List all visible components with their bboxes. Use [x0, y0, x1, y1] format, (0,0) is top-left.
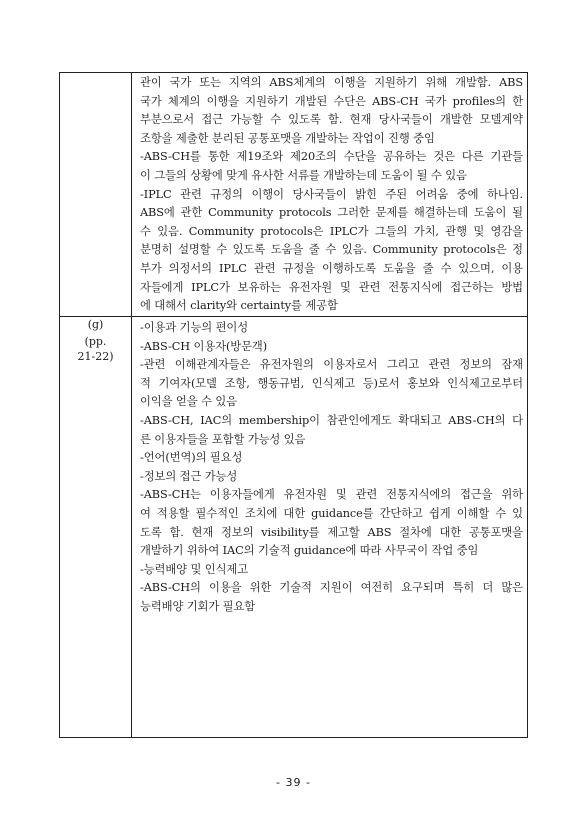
row-body-text	[132, 317, 527, 617]
text-line: 국가 체계의 이행을 지원하기 개발된 수단은 ABS-CH 국가 profiles의 한	[140, 94, 523, 108]
text-line: 부가 의정서의 IPLC 관련 규정을 이행하도록 도움을 줄 수 있으며, 이용	[140, 261, 523, 275]
text-line: 여 적용할 필수적인 조치에 대한 guidance를 간단하고 쉽게 이해할 수 있	[140, 506, 523, 520]
text-line: 개발하기 위하여 IAC의 기술적 guidance에 따라 사무국이 작업 중임	[140, 544, 479, 558]
text-line: 능력배양 기회가 필요함	[140, 599, 256, 613]
text-line: 조항을 제출한 분리된 공통포맷을 개발하는 작업이 진행 중임	[140, 131, 435, 145]
table-row	[60, 317, 528, 738]
text-line: -ABS-CH 이용자(방문객)	[140, 339, 268, 353]
text-line: 수 있음. Community protocols은 IPLC가 그들의 가치, 관행 및 영감을	[140, 224, 523, 238]
text-line: -관련 이해관계자들은 유전자원의 이용자로서 그리고 관련 정보의 잠재	[140, 358, 523, 372]
row-body-text	[132, 73, 527, 316]
text-line: 부분으로서 접근 가능할 수 있도록 함. 현재 당사국들이 개발한 모델계약	[140, 113, 523, 127]
text-line: -ABS-CH는 이용자들에게 유전자원 및 관련 전통지식에의 접근을 위하	[140, 488, 523, 502]
text-line: 분명히 설명할 수 있도록 도움을 줄 수 있음. Community protocols은 정	[140, 243, 523, 257]
page-ref-prefix: (pp.	[84, 335, 107, 348]
text-line: 자들에게 IPLC가 보유하는 유전자원 및 관련 전통지식에 접근하는 방법	[140, 280, 523, 294]
content-table	[59, 72, 528, 738]
page-number: - 39 -	[276, 776, 311, 789]
row-label-cell	[60, 317, 132, 738]
text-line: -이용과 기능의 편이성	[140, 321, 249, 334]
text-line: -ABS-CH, IAC의 membership이 참관인에게도 확대되고 ABS-CH의 다	[140, 413, 523, 427]
text-line: 도록 함. 현재 정보의 visibility를 제고할 ABS 절차에 대한 공통포맷을	[140, 525, 523, 539]
row-body-cell	[132, 317, 528, 738]
text-line: ABS에 관한 Community protocols 그러한 문제를 해결하는데 도움이 될	[140, 206, 523, 220]
text-line: -ABS-CH의 이용을 위한 기술적 지원이 여전히 요구되며 특히 더 많은	[140, 581, 523, 595]
text-line: 에 대해서 clarity와 certainty를 제공함	[140, 299, 338, 313]
row-body-cell	[132, 73, 528, 317]
row-label-cell	[60, 73, 132, 317]
text-line: 른 이용자들을 포함할 가능성 있음	[140, 432, 306, 446]
text-line: 이 그들의 상황에 맞게 유사한 서류를 개발하는데 도움이 될 수 있음	[140, 168, 467, 182]
page-ref-range: 21-22)	[77, 350, 114, 363]
text-line: 적 기여자(모델 조항, 행동규범, 인식제고 등)로서 홍보와 인식제고로부터	[140, 376, 523, 390]
text-line: -정보의 접근 가능성	[140, 469, 238, 483]
text-line: -언어(번역)의 필요성	[140, 451, 243, 465]
text-line: 관이 국가 또는 지역의 ABS체계의 이행을 지원하기 위해 개발함. ABS	[140, 76, 523, 89]
item-letter: (g)	[87, 318, 104, 331]
text-line: -능력배양 및 인식제고	[140, 562, 249, 576]
text-line: -IPLC 관련 규정의 이행이 당사국들이 밝힌 주된 어려움 중에 하나임.	[140, 187, 523, 201]
text-line: 이익을 얻을 수 있음	[140, 395, 237, 409]
text-line: -ABS-CH를 통한 제19조와 제20조의 수단을 공유하는 것은 다른 기관들	[140, 150, 523, 164]
table-row	[60, 73, 528, 317]
